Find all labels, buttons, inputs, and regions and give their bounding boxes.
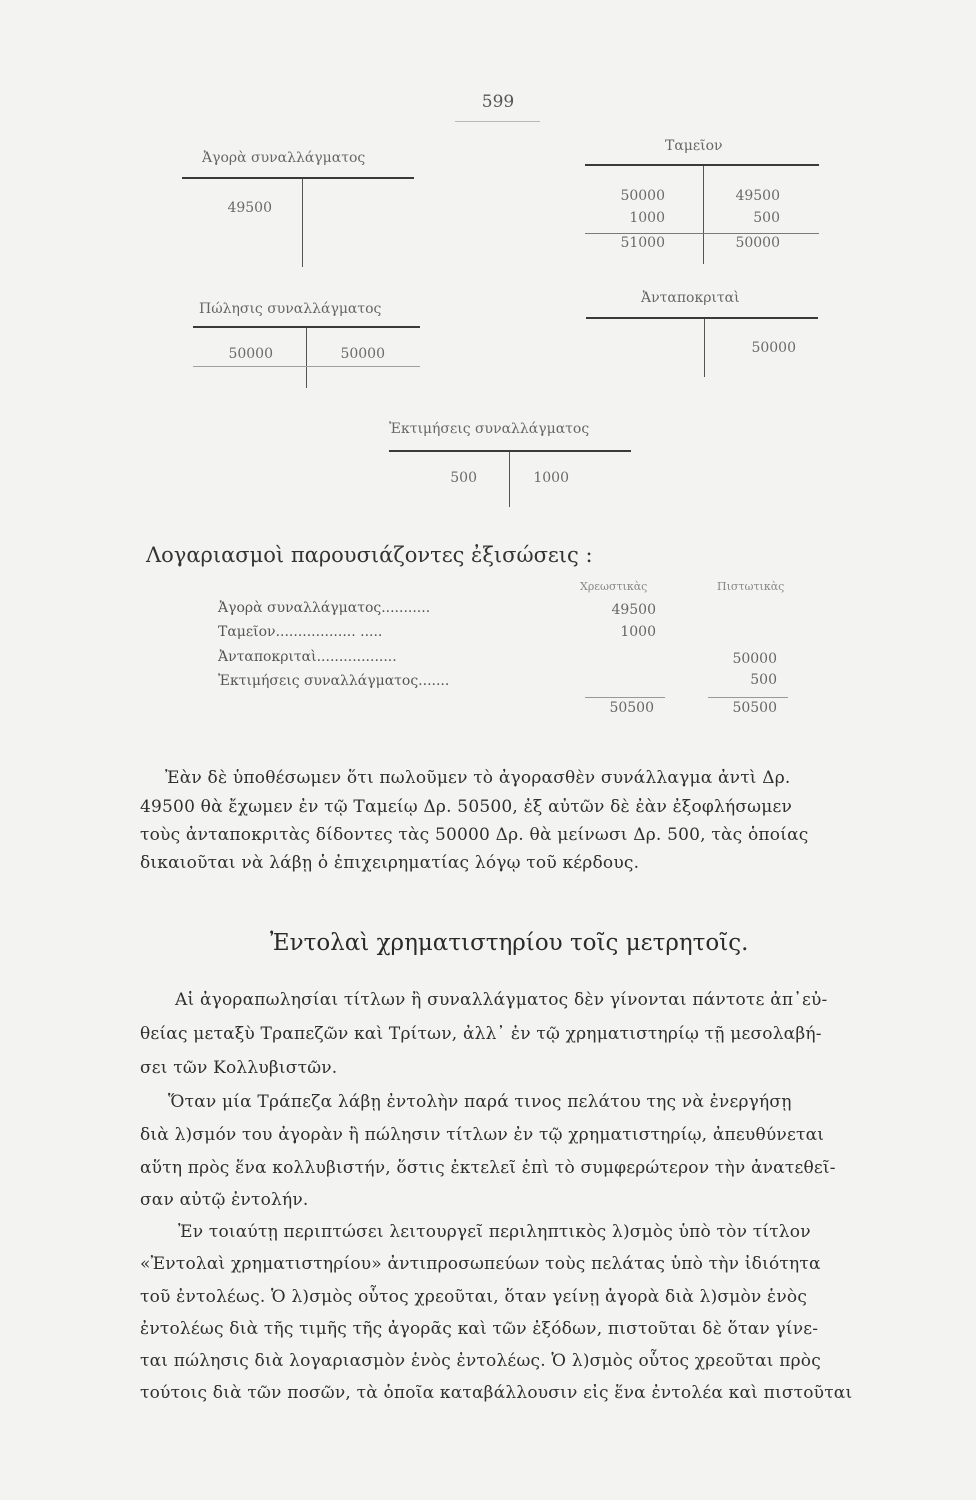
t-account-title: Ἀνταποκριταὶ: [641, 290, 740, 306]
credit-column-heading: Πιστωτικὰς: [717, 580, 785, 593]
paragraph-line: δικαιοῦται νὰ λάβῃ ὁ ἐπιχειρηματίας λόγῳ τοῦ κέρδους.: [140, 853, 640, 873]
summary-heading: Λογαριασμοὶ παρουσιάζοντες ἐξισώσεις :: [146, 543, 593, 567]
t-account-tameion: [585, 138, 819, 268]
debit-amount: 1000: [629, 210, 665, 226]
credit-total: 50000: [735, 235, 780, 251]
ledger-row-debit: 1000: [620, 624, 656, 640]
credit-amount: 50000: [751, 340, 796, 356]
t-account-polisis: [193, 293, 420, 393]
paragraph-line: Ἐὰν δὲ ὑποθέσωμεν ὅτι πωλοῦμεν τὸ ἀγορασθὲν συνάλλαγμα ἀντὶ Δρ.: [165, 768, 791, 788]
t-account-rule: [389, 450, 631, 452]
paragraph-line: Ἐν τοιαύτῃ περιπτώσει λειτουργεῖ περιληπτικὸς λ)σμὸς ὑπὸ τὸν τίτλον: [178, 1222, 811, 1242]
paragraph-line: ἐντολέως διὰ τῆς τιμῆς τῆς ἀγορᾶς καὶ τῶν ἐξόδων, πιστοῦται δὲ ὅταν γίνε-: [140, 1319, 819, 1339]
debit-amount: 50000: [620, 188, 665, 204]
t-account-antapokritai: [586, 285, 818, 380]
paragraph-line: θείας μεταξὺ Τραπεζῶν καὶ Τρίτων, ἀλλ᾽ ἐν τῷ χρηματιστηρίῳ τῇ μεσολαβή-: [140, 1024, 822, 1044]
paragraph-line: Ὅταν μία Τράπεζα λάβῃ ἐντολὴν παρά τινος πελάτου της νὰ ἐνεργήσῃ: [168, 1092, 792, 1112]
paragraph-line: ται πώλησις διὰ λογαριασμὸν ἑνὸς ἐντολέως. Ὁ λ)σμὸς οὗτος χρεοῦται πρὸς: [140, 1351, 821, 1371]
debit-column-heading: Χρεωστικὰς: [580, 580, 648, 593]
debit-total-rule: [585, 697, 665, 698]
section-heading: Ἐντολαὶ χρηματιστηρίου τοῖς μετρητοῖς.: [270, 930, 749, 956]
paragraph-line: τούτοις διὰ τῶν ποσῶν, τὰ ὁποῖα καταβάλλουσιν εἰς ἕνα ἐντολέα καὶ πιστοῦται: [140, 1383, 853, 1403]
t-account-total-rule: [585, 233, 819, 234]
debit-amount: 49500: [227, 200, 272, 216]
ledger-row-label: Ἀνταποκριταὶ..................: [218, 649, 397, 665]
paragraph-line: σει τῶν Κολλυβιστῶν.: [140, 1058, 338, 1078]
paragraph-line: σαν αὐτῷ ἐντολήν.: [140, 1190, 309, 1210]
ledger-row-label: Ἀγορὰ συναλλάγματος...........: [218, 600, 431, 616]
ledger-row-credit: 50000: [732, 651, 777, 667]
ledger-row-debit: 49500: [611, 602, 656, 618]
t-account-title: Ἀγορὰ συναλλάγματος: [202, 150, 366, 166]
t-account-title: Ἐκτιμήσεις συναλλάγματος: [389, 421, 590, 437]
credit-amount: 50000: [340, 346, 385, 362]
t-account-title: Πώλησις συναλλάγματος: [199, 301, 382, 317]
t-account-ektimiseis: [389, 413, 631, 513]
t-account-divider: [302, 179, 303, 267]
ledger-row-label: Ἐκτιμήσεις συναλλάγματος.......: [218, 673, 450, 689]
credit-total: 50500: [732, 700, 777, 716]
ledger-row-label: Ταμεῖον.................. .....: [218, 624, 383, 640]
t-account-rule: [182, 177, 414, 179]
credit-amount: 1000: [533, 470, 569, 486]
ledger-row-credit: 500: [750, 672, 777, 688]
paragraph-line: 49500 θὰ ἔχωμεν ἐν τῷ Ταμείῳ Δρ. 50500, ἐξ αὐτῶν δὲ ἐὰν ἐξοφλήσωμεν: [140, 797, 793, 817]
page-number: 599: [481, 92, 515, 112]
paragraph-line: «Ἐντολαὶ χρηματιστηρίου» ἀντιπροσωπεύων τοὺς πελάτας ὑπὸ τὴν ἰδιότητα: [140, 1254, 821, 1274]
debit-amount: 50000: [228, 346, 273, 362]
t-account-title: Ταμεῖον: [665, 138, 723, 154]
debit-total: 51000: [620, 235, 665, 251]
paragraph-line: αὕτη πρὸς ἕνα κολλυβιστήν, ὅστις ἐκτελεῖ ἐπὶ τὸ συμφερώτερον τὴν ἀνατεθεῖ-: [140, 1158, 836, 1178]
credit-amount: 49500: [735, 188, 780, 204]
credit-amount: 500: [753, 210, 780, 226]
credit-total-rule: [708, 697, 788, 698]
page-number-rule: [455, 121, 540, 122]
t-account-total-rule: [193, 366, 420, 367]
t-account-rule: [586, 317, 818, 319]
paragraph-line: διὰ λ)σμόν του ἀγορὰν ἢ πώλησιν τίτλων ἐν τῷ χρηματιστηρίῳ, ἀπευθύνεται: [140, 1125, 825, 1145]
paragraph-line: Αἱ ἀγοραπωλησίαι τίτλων ἢ συναλλάγματος δὲν γίνονται πάντοτε ἀπ᾽εὐ-: [175, 990, 828, 1010]
t-account-rule: [585, 164, 819, 166]
debit-total: 50500: [609, 700, 654, 716]
t-account-agora: [182, 150, 414, 270]
paragraph-line: τοῦ ἐντολέως. Ὁ λ)σμὸς οὗτος χρεοῦται, ὅταν γείνῃ ἀγορὰ διὰ λ)σμὸν ἑνὸς: [140, 1287, 808, 1307]
t-account-divider: [704, 319, 705, 377]
paragraph-line: τοὺς ἀνταποκριτὰς δίδοντες τὰς 50000 Δρ. θὰ μείνωσι Δρ. 500, τὰς ὁποίας: [140, 825, 809, 845]
debit-amount: 500: [450, 470, 477, 486]
